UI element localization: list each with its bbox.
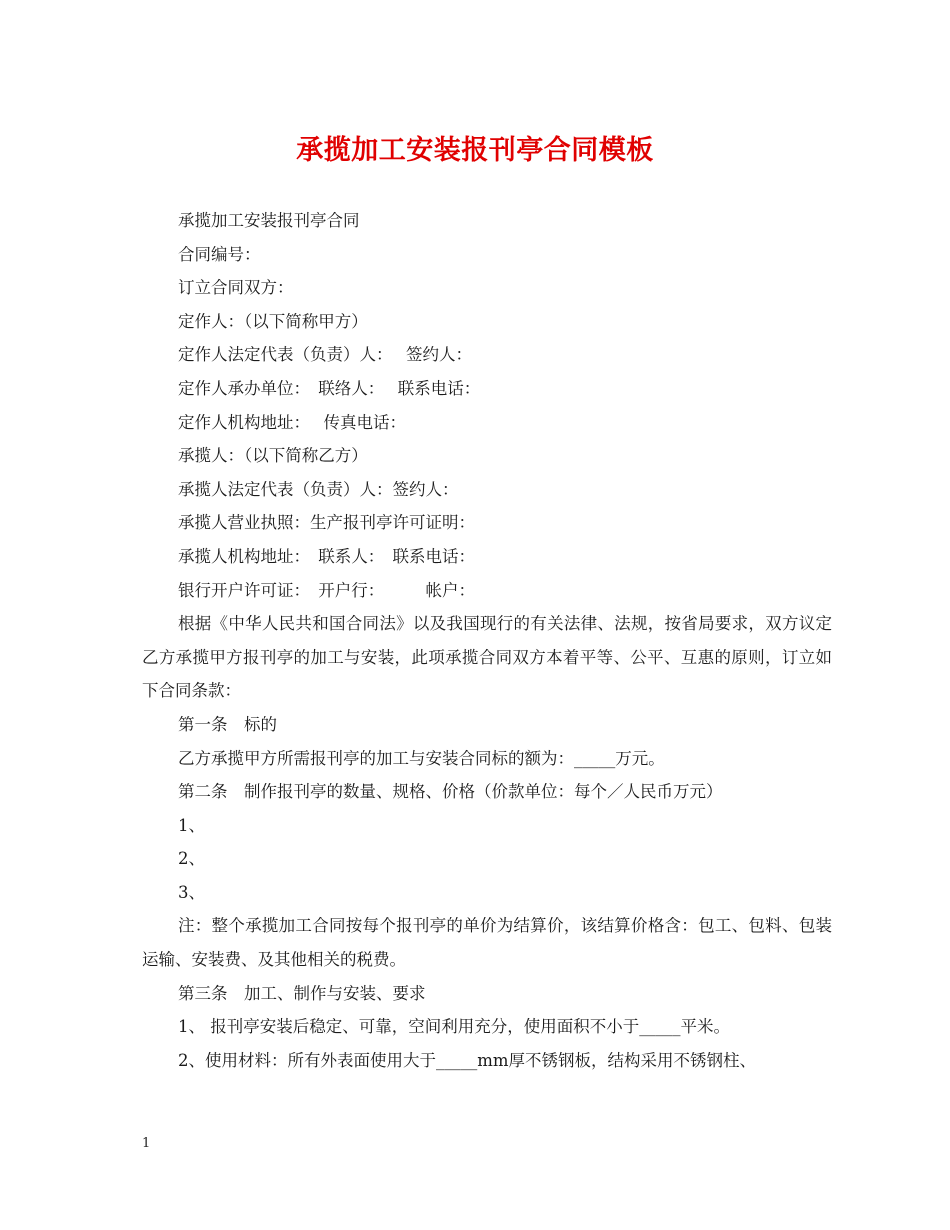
paragraph: 订立合同双方： [178,278,294,298]
list-item: 3、 [178,882,205,902]
paragraph: 定作人：（以下简称甲方） [178,311,368,331]
list-item: 2、 [178,849,205,869]
article-heading: 第三条 加工、制作与安装、要求 [178,983,426,1003]
paragraph: 承揽人营业执照：生产报刊亭许可证明： [178,513,475,533]
document-title: 承揽加工安装报刊亭合同模板 [296,135,654,166]
paragraph: 承揽人机构地址： 联系人： 联系电话： [178,546,475,566]
paragraph: 银行开户许可证： 开户行： 帐户： [178,580,475,600]
list-item: 2、使用材料：所有外表面使用大于_____mm厚不锈钢板，结构采用不锈钢柱、 [178,1050,757,1070]
paragraph: 乙方承揽甲方所需报刊亭的加工与安装合同标的额为：_____万元。 [178,748,665,768]
paragraph: 注：整个承揽加工合同按每个报刊亭的单价为结算价，该结算价格含：包工、包料、包装运输、安装费、及其他相关的税费。 [142,916,832,970]
paragraph: 承揽加工安装报刊亭合同 [178,211,360,230]
paragraph: 定作人承办单位： 联络人： 联系电话： [178,378,481,398]
page-number: 1 [142,1136,151,1151]
paragraph: 根据《中华人民共和国合同法》以及我国现行的有关法律、法规，按省局要求，双方议定乙方承揽甲方报刊亭的加工与安装，此项承揽合同双方本着平等、公平、互惠的原则，订立如下合同条款： [142,614,832,701]
paragraph: 承揽人：（以下简称乙方） [178,446,368,466]
paragraph: 合同编号： [178,244,261,264]
list-item: 1、 [178,815,205,835]
paragraph: 定作人法定代表（负责）人： 签约人： [178,345,472,365]
article-heading: 第二条 制作报刊亭的数量、规格、价格（价款单位：每个／人民币万元） [178,782,723,802]
document-body [142,204,832,1077]
article-heading: 第一条 标的 [178,714,277,734]
paragraph: 承揽人法定代表（负责）人：签约人： [178,479,459,499]
list-item: 1、 报刊亭安装后稳定、可靠，空间利用充分，使用面积不小于_____平米。 [178,1017,730,1037]
paragraph: 定作人机构地址： 传真电话： [178,412,406,432]
